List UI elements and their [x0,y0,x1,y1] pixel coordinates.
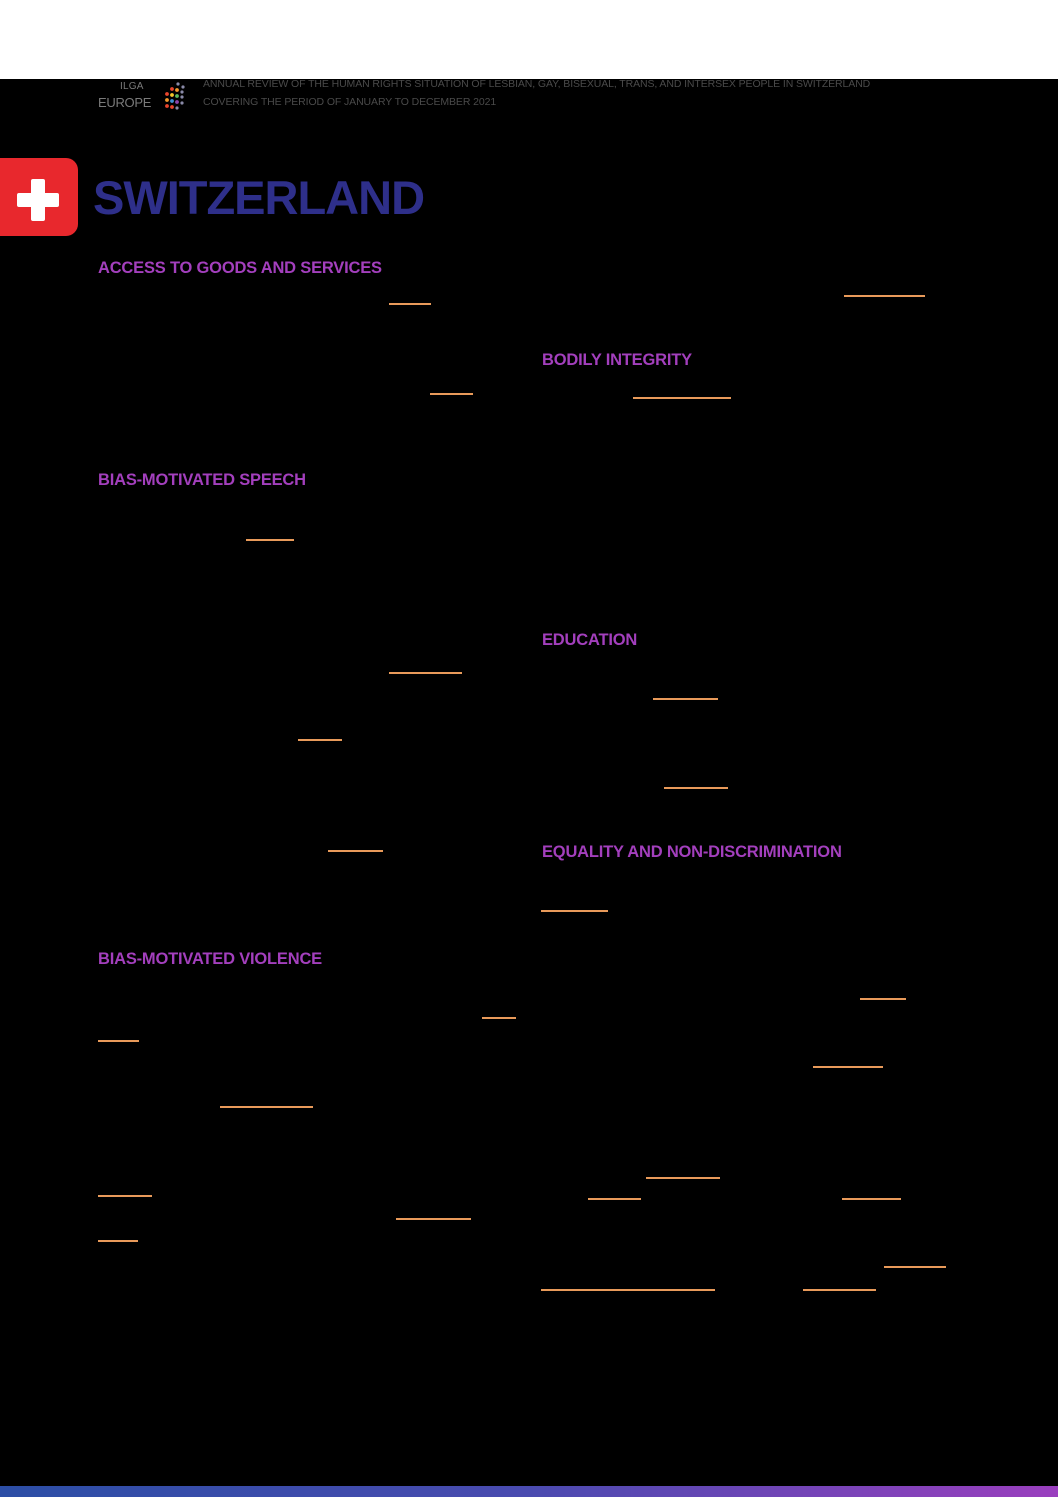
link-underline[interactable] [98,1240,138,1242]
link-underline[interactable] [98,1195,152,1197]
link-underline[interactable] [430,393,473,395]
link-underline[interactable] [98,1040,139,1042]
link-underline[interactable] [396,1218,471,1220]
link-underline[interactable] [246,539,294,541]
link-underline[interactable] [541,910,608,912]
link-underline[interactable] [646,1177,720,1179]
link-underline[interactable] [653,698,718,700]
link-underline[interactable] [884,1266,946,1268]
ilga-europe-logo [96,79,188,113]
report-title-line: ANNUAL REVIEW OF THE HUMAN RIGHTS SITUATION OF LESBIAN, GAY, BISEXUAL, TRANS, AND INTERSEX PEOPLE IN SWITZERLAND [203,78,871,90]
section-heading-bodily-integrity: BODILY INTEGRITY [542,351,692,369]
link-underline[interactable] [588,1198,641,1200]
logo-dots-icon [154,81,188,111]
link-underline[interactable] [389,672,462,674]
link-underline[interactable] [298,739,342,741]
section-heading-bias-violence: BIAS-MOTIVATED VIOLENCE [98,950,322,968]
top-white-band [0,0,1058,79]
swiss-cross-icon [13,175,63,225]
link-underline[interactable] [844,295,925,297]
link-underline[interactable] [541,1289,715,1291]
link-underline[interactable] [860,998,906,1000]
link-underline[interactable] [664,787,728,789]
swiss-flag [0,158,78,236]
section-heading-education: EDUCATION [542,631,638,649]
report-period-line: COVERING THE PERIOD OF JANUARY TO DECEMBER 2021 [203,96,497,108]
section-heading-bias-speech: BIAS-MOTIVATED SPEECH [98,471,306,489]
section-heading-access-to-goods: ACCESS TO GOODS AND SERVICES [98,259,382,277]
section-heading-equality: EQUALITY AND NON-DISCRIMINATION [542,843,842,861]
link-underline[interactable] [813,1066,883,1068]
link-underline[interactable] [842,1198,901,1200]
link-underline[interactable] [220,1106,313,1108]
logo-text-top: ILGA [120,81,144,92]
link-underline[interactable] [482,1017,516,1019]
link-underline[interactable] [389,303,431,305]
link-underline[interactable] [328,850,383,852]
country-title: SWITZERLAND [93,171,425,224]
footer-gradient-bar [0,1486,1058,1497]
logo-text-bottom: EUROPE [98,95,152,110]
link-underline[interactable] [803,1289,876,1291]
link-underline[interactable] [633,397,731,399]
